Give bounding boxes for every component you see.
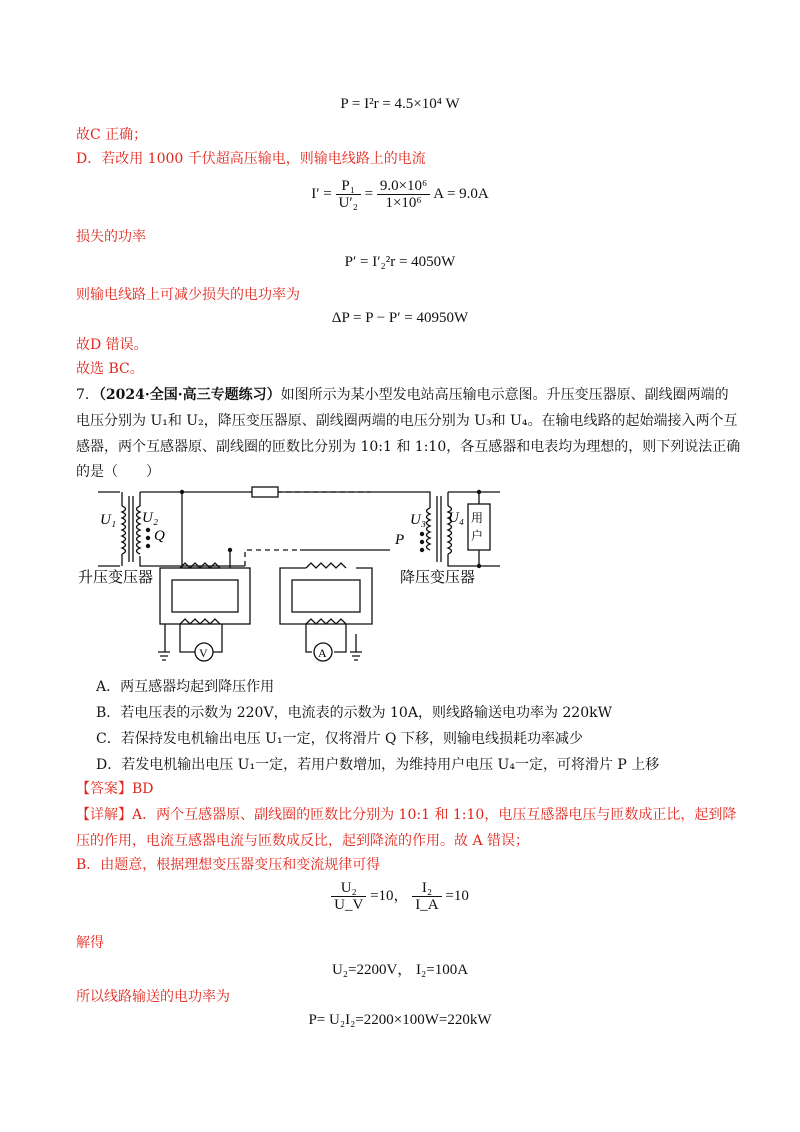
question-7-line2: 电压分别为 U₁和 U₂，降压变压器原、副线圈两端的电压分别为 U₃和 U₄。在输电线路的起始端接入两个互 xyxy=(76,413,738,429)
current-transformer-window xyxy=(292,580,360,612)
eq2-frac1 xyxy=(336,178,361,211)
tap-p-3 xyxy=(420,548,424,552)
detail-line-2: 压的作用，电流互感器电流与匝数成反比，起到降流的作用。故 A 错误； xyxy=(76,833,530,849)
label-p: P xyxy=(395,532,405,548)
question-number: 7． xyxy=(76,387,99,403)
question-source: （2024·全国·高三专题练习） xyxy=(98,387,281,403)
ammeter-label: A xyxy=(318,646,327,660)
cvt-wire-left xyxy=(182,492,220,568)
answer-label: 【答案】 xyxy=(76,781,132,797)
tap-q-3 xyxy=(146,544,150,548)
option-b: B．若电压表的示数为 220V，电流表的示数为 10A，则线路输送电功率为 220kW xyxy=(96,705,612,721)
text-power: 所以线路输送的电功率为 xyxy=(76,989,230,1005)
text-option-d-intro: D．若改用 1000 千伏超高压输电，则输电线路上的电流 xyxy=(76,151,426,167)
text-c-correct: 故C 正确； xyxy=(76,127,148,143)
label-step-up: 升压变压器 xyxy=(78,570,154,586)
label-q: Q xyxy=(154,528,165,544)
eq2-den2: 1×10⁶ xyxy=(385,195,422,211)
equation-solution: U₂=2200V， I₂=100A xyxy=(331,962,469,978)
question-7-line4: 的是（ ） xyxy=(76,464,160,480)
eq2-frac2 xyxy=(377,178,430,211)
tap-p-1 xyxy=(420,532,424,536)
tap-q-1 xyxy=(146,528,150,532)
option-c: C．若保持发电机输出电压 U₁一定，仅将滑片 Q 下移，则输电线损耗功率减少 xyxy=(96,731,583,747)
eq5-num2: I₂ xyxy=(412,880,441,897)
equation-delta-p: ΔP = P − P′ = 40950W xyxy=(331,310,469,326)
left-secondary-coil xyxy=(137,506,141,554)
eq5-den1: U_V xyxy=(334,897,364,913)
label-u4: U₄ xyxy=(448,510,465,526)
left-primary-coil xyxy=(122,506,126,554)
option-d: D．若发电机输出电压 U₁一定，若用户数增加，为维持用户电压 U₄一定，可将滑片 P 上移 xyxy=(96,757,660,773)
detail-line-b: B．由题意，根据理想变压器变压和变流规律可得 xyxy=(76,857,381,873)
eq2-den: U′₂ xyxy=(338,195,358,211)
ground-right xyxy=(350,634,362,660)
option-a: A．两互感器均起到降压作用 xyxy=(96,679,275,695)
answer-value: BD xyxy=(132,781,154,797)
equation-new-loss: P′ = I′₂²r = 4050W xyxy=(344,254,456,270)
detail-label: 【详解】 xyxy=(76,807,132,823)
eq5-num1: U₂ xyxy=(331,880,366,897)
detail-a1: A．两个互感器原、副线圈的匝数比分别为 10:1 和 1:10，电压互感器电压与匝数成正比，起到降 xyxy=(132,807,737,823)
tap-q-2 xyxy=(146,536,150,540)
line-resistor xyxy=(252,487,278,497)
equation-ratios xyxy=(0,880,800,913)
equation-current xyxy=(0,178,800,211)
label-u1: U₁ xyxy=(100,512,117,528)
question-7-line3: 感器，两个互感器原、副线圈的匝数比分别为 10:1 和 1:10，各互感器和电表均为理想的，则下列说法正确 xyxy=(76,439,741,455)
eq2-num2: 9.0×10⁶ xyxy=(377,178,430,195)
circuit-diagram xyxy=(70,484,510,674)
voltage-transformer-core xyxy=(160,568,250,624)
ground-left xyxy=(158,652,170,660)
answer-line xyxy=(76,778,154,800)
text-loss-power: 损失的功率 xyxy=(76,229,146,245)
detail-line-1 xyxy=(76,804,736,826)
tap-p-2 xyxy=(420,540,424,544)
eq2-mid: = xyxy=(364,185,374,202)
text-reduce-loss: 则输电线路上可减少损失的电功率为 xyxy=(76,287,300,303)
label-user-2: 户 xyxy=(471,529,484,543)
question-7-line1 xyxy=(76,384,729,406)
eq5-eq2: =10 xyxy=(445,887,469,904)
equation-power-loss: P = I²r = 4.5×10⁴ W xyxy=(340,96,460,112)
left-primary-wire xyxy=(98,492,120,566)
eq2-num: P₁ xyxy=(336,178,361,195)
eq5-frac1 xyxy=(331,880,366,913)
eq5-eq1: =10， xyxy=(370,887,409,904)
text-d-wrong: 故D 错误。 xyxy=(76,337,148,353)
voltage-transformer-window xyxy=(172,580,238,612)
eq5-frac2 xyxy=(412,880,441,913)
label-step-down: 降压变压器 xyxy=(400,570,476,586)
eq5-den2: I_A xyxy=(415,897,439,913)
voltmeter-label: V xyxy=(199,646,208,660)
eq2-rhs: A = 9.0A xyxy=(433,185,489,202)
eq2-lhs: I′ = xyxy=(311,185,332,202)
right-primary-coil xyxy=(427,508,431,550)
text-choose-bc: 故选 BC。 xyxy=(76,361,144,377)
return-line xyxy=(245,550,300,566)
label-user-1: 用 xyxy=(471,511,484,525)
text-solve: 解得 xyxy=(76,935,104,951)
equation-line-power: P= U₂I₂=2200×100W=220kW xyxy=(308,1012,492,1028)
label-u2: U₂ xyxy=(142,510,159,526)
label-u3: U₃ xyxy=(410,512,427,528)
question-text-1: 如图所示为某小型发电站高压输电示意图。升压变压器原、副线圈两端的 xyxy=(280,387,729,403)
